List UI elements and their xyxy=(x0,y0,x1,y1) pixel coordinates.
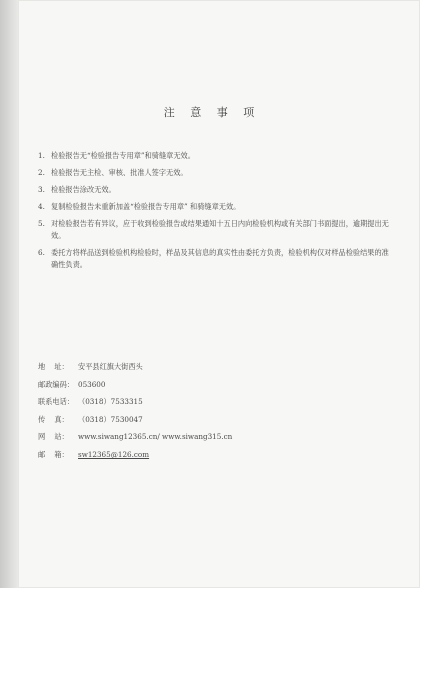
email-label: 邮 箱： xyxy=(38,449,69,459)
fax-value: （0318）7530047 xyxy=(78,414,143,424)
note-number: 1. xyxy=(38,151,45,160)
note-text: 检验报告无“检验报告专用章”和骑缝章无效。 xyxy=(51,151,195,160)
note-number: 2. xyxy=(38,168,45,177)
note-text: 对检验报告若有异议，应于收到检验报告或结果通知十五日内向检验机构或有关部门书面提出，逾期提出无效。 xyxy=(51,219,389,240)
note-number: 5. xyxy=(38,219,45,228)
notes-list xyxy=(38,150,390,276)
address-label: 地 址： xyxy=(38,362,69,371)
contact-row-postcode xyxy=(38,379,378,397)
phone-value: （0318）7533315 xyxy=(78,397,143,407)
note-item xyxy=(38,167,390,179)
note-number: 4. xyxy=(38,202,45,211)
note-item xyxy=(38,150,390,162)
fax-label: 传 真： xyxy=(38,414,69,424)
address-value: 安平县红旗大街西头 xyxy=(78,362,143,371)
note-text: 委托方将样品送到检验机构检验时，样品及其信息的真实性由委托方负责，检验机构仅对样品检验结果的准确性负责。 xyxy=(51,248,389,269)
contact-row-phone xyxy=(38,396,378,414)
website-label: 网 站： xyxy=(38,432,69,442)
document-sheet xyxy=(18,0,420,588)
website-value[interactable]: www.siwang12365.cn/ www.siwang315.cn xyxy=(78,432,233,442)
note-text: 检验报告无主检、审核、批准人签字无效。 xyxy=(51,168,188,177)
note-item xyxy=(38,247,390,271)
note-item xyxy=(38,218,390,242)
note-item xyxy=(38,201,390,213)
note-text: 检验报告涂改无效。 xyxy=(51,185,116,194)
note-number: 6. xyxy=(38,248,45,257)
scan-edge-shadow xyxy=(0,0,18,588)
contact-info xyxy=(38,361,378,467)
contact-row-website xyxy=(38,431,378,449)
postcode-value: 053600 xyxy=(78,379,106,389)
note-number: 3. xyxy=(38,185,45,194)
contact-row-address xyxy=(38,361,378,379)
page-title: 注 意 事 项 xyxy=(163,106,261,119)
note-text: 复制检验报告未重新加盖“检验报告专用章” 和骑缝章无效。 xyxy=(51,202,241,211)
postcode-label: 邮政编码： xyxy=(38,379,74,389)
contact-row-fax xyxy=(38,414,378,432)
contact-row-email xyxy=(38,449,378,467)
phone-label: 联系电话： xyxy=(38,397,74,407)
note-item xyxy=(38,184,390,196)
email-link[interactable]: sw12365@126.com xyxy=(78,449,150,459)
